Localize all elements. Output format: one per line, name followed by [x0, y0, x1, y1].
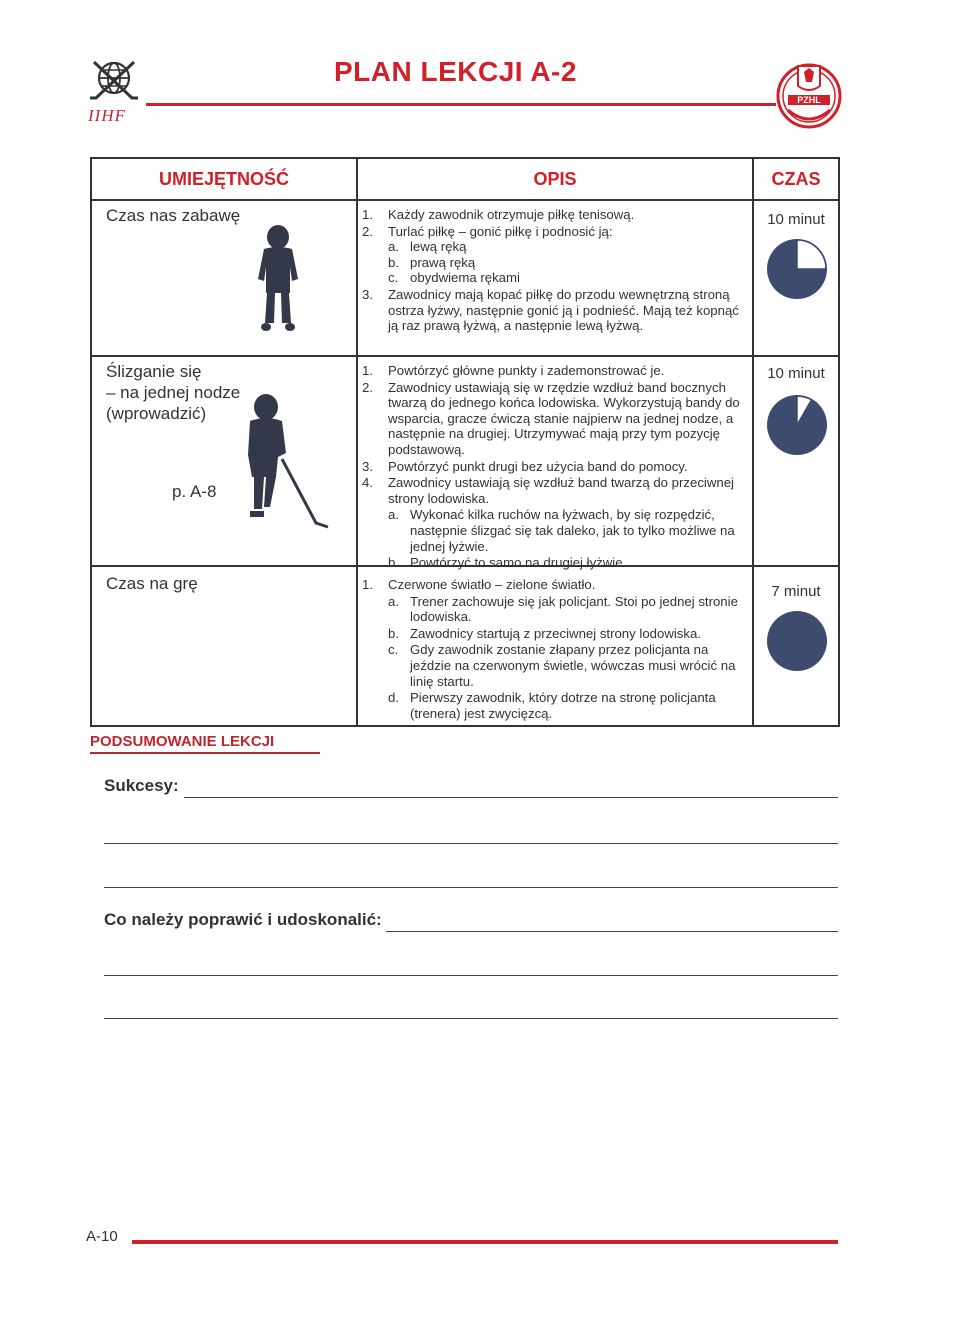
successes-label: Sukcesy:	[104, 776, 179, 795]
item-number: b.	[388, 555, 399, 571]
page-title: PLAN LEKCJI A-2	[334, 56, 577, 87]
pzhl-text: PZHL	[797, 95, 821, 105]
description-item	[362, 594, 748, 625]
clock-icon	[765, 237, 829, 301]
item-text: Zawodnicy ustawiają się w rzędzie wzdłuż band bocznych twarzą do jednego końca lodowiska. Wykorzystują bandy do wsparcia, gracze ćwiczą stanie najpierw na jednej nodze, a następnie na drugiej. Utrzymywać mają przy tym pozycję podstawową.	[388, 379, 740, 457]
description-item	[362, 224, 748, 240]
time-label: 10 minut	[767, 211, 825, 228]
item-text: Wykonać kilka ruchów na łyżwach, by się rozpędzić, następnie ślizgać się tak daleko, jak to tylko możliwe na jednej łyżwie.	[410, 507, 735, 554]
description-item	[362, 475, 748, 506]
header-rule	[146, 103, 776, 106]
footer-rule	[132, 1240, 838, 1244]
successes-line[interactable]	[104, 887, 838, 888]
description-list	[362, 577, 748, 721]
clock-icon	[765, 609, 829, 673]
item-text: Zawodnicy mają kopać piłkę do przodu wewnętrzną stroną ostrza łyżwy, następnie gonić ją i podnieść. Mają też kopnąć ją raz prawą łyżwą, a następnie lewą łyżwą.	[388, 286, 739, 334]
header-description: OPIS	[533, 169, 577, 189]
skill-name: Czas na grę	[106, 574, 198, 593]
header-skill: UMIEJĘTNOŚĆ	[158, 169, 290, 189]
improvement-line[interactable]	[386, 931, 838, 932]
description-item	[362, 207, 748, 223]
skill-name: Czas nas zabawę	[106, 206, 241, 225]
item-text: Powtórzyć to samo na drugiej łyżwie.	[410, 555, 627, 571]
summary-title: PODSUMOWANIE LEKCJI	[90, 733, 275, 750]
skill-name	[106, 361, 240, 424]
description-item	[362, 287, 748, 334]
description-item	[362, 380, 748, 458]
item-number: 4.	[362, 475, 373, 491]
description-item	[362, 626, 748, 642]
iihf-text: IIHF	[88, 106, 126, 125]
item-number: b.	[388, 625, 399, 641]
item-number: a.	[388, 239, 399, 255]
child-player-icon	[250, 223, 306, 335]
item-text: Trener zachowuje się jak policjant. Stoi po jednej stronie lodowiska.	[410, 593, 738, 625]
item-text: Powtórzyć punkt drugi bez użycia band do pomocy.	[388, 458, 688, 474]
item-number: a.	[388, 507, 399, 523]
column-divider	[752, 159, 754, 725]
skill-name-line: – na jednej nodze	[106, 383, 241, 402]
time-label: 10 minut	[767, 365, 825, 382]
improvement-label: Co należy poprawić i udoskonalić:	[104, 910, 382, 929]
page-number: A-10	[86, 1228, 118, 1245]
item-text: Czerwone światło – zielone światło.	[388, 577, 596, 592]
item-number: c.	[388, 270, 399, 286]
description-list	[362, 363, 748, 571]
item-text: Pierwszy zawodnik, który dotrze na stronę policjanta (trenera) jest zwycięzcą.	[410, 690, 716, 721]
summary-title-underline	[90, 752, 320, 754]
item-number: 2.	[362, 223, 373, 239]
description-item	[362, 555, 748, 571]
item-number: a.	[388, 593, 399, 609]
improvement-line[interactable]	[104, 975, 838, 976]
item-text: Zawodnicy ustawiają się wzdłuż band twarzą do przeciwnej strony lodowiska.	[388, 475, 734, 506]
item-number: b.	[388, 254, 399, 270]
successes-line[interactable]	[104, 843, 838, 844]
description-item	[362, 507, 748, 554]
description-item	[362, 363, 748, 379]
description-list	[362, 207, 748, 334]
item-number: 1.	[362, 577, 373, 592]
description-item	[362, 577, 748, 593]
skill-name-line: Ślizganie się	[106, 362, 202, 381]
column-divider	[356, 159, 358, 725]
lesson-table	[90, 157, 840, 727]
item-text: Powtórzyć główne punkty i zademonstrować je.	[388, 363, 665, 378]
pzhl-logo	[774, 58, 844, 130]
item-number: 1.	[362, 207, 373, 222]
page-reference: p. A-8	[172, 482, 217, 501]
successes-line[interactable]	[184, 797, 838, 798]
item-text: Gdy zawodnik zostanie złapany przez policjanta na jeździe na czerwonym świetle, wówczas musi wrócić na linię startu.	[410, 642, 736, 689]
description-item	[362, 270, 748, 286]
item-number: 1.	[362, 363, 373, 378]
skill-name-line: (wprowadzić)	[106, 404, 207, 423]
item-number: 3.	[362, 458, 373, 474]
item-number: d.	[388, 690, 399, 706]
description-item	[362, 255, 748, 271]
improvement-line[interactable]	[104, 1018, 838, 1019]
item-text: Zawodnicy startują z przeciwnej strony lodowiska.	[410, 625, 701, 641]
description-item	[362, 690, 748, 721]
header-time: CZAS	[771, 169, 821, 189]
item-text: Każdy zawodnik otrzymuje piłkę tenisową.	[388, 207, 635, 222]
item-text: obydwiema rękami	[410, 270, 520, 286]
item-number: 2.	[362, 379, 373, 395]
row-divider	[92, 355, 838, 357]
hockey-player-icon	[230, 391, 330, 541]
item-text: Turlać piłkę – gonić piłkę i podnosić ją:	[388, 223, 613, 239]
time-label: 7 minut	[771, 583, 821, 600]
description-item	[362, 239, 748, 255]
row-divider	[92, 199, 838, 201]
description-item	[362, 459, 748, 475]
clock-icon	[765, 393, 829, 457]
pzhl-emblem-icon	[774, 58, 844, 130]
item-number: 3.	[362, 286, 373, 302]
item-text: lewą ręką	[410, 239, 467, 255]
item-text: prawą ręką	[410, 254, 476, 270]
item-number: c.	[388, 642, 399, 658]
description-item	[362, 642, 748, 689]
